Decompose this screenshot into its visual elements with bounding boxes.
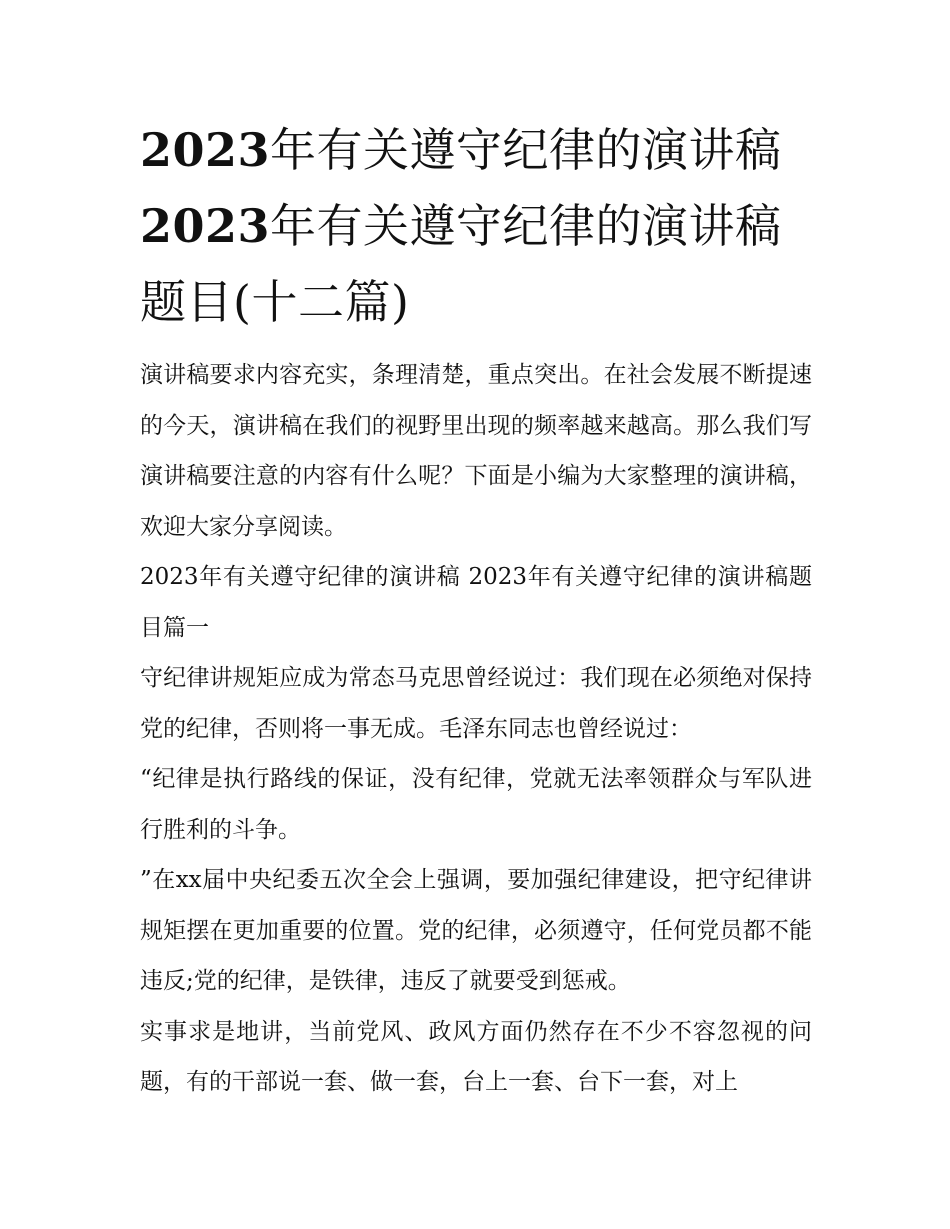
title-line3-text: 题目(十二篇) bbox=[140, 275, 410, 329]
title-line1-text: 年有关遵守纪律的演讲稿 bbox=[270, 123, 782, 177]
section-heading: 2023年有关遵守纪律的演讲稿 2023年有关遵守纪律的演讲稿题目篇一 bbox=[140, 564, 812, 641]
body-paragraph: 实事求是地讲，当前党风、政风方面仍然存在不少不容忽视的问题，有的干部说一套、做一套，台上一套、台下一套，对上 bbox=[140, 1018, 812, 1095]
title-line2-text: 年有关遵守纪律的演讲稿 bbox=[270, 199, 782, 253]
intro-paragraph: 演讲稿要求内容充实，条理清楚，重点突出。在社会发展不断提速的今天，演讲稿在我们的视野里出现的频率越来越高。那么我们写演讲稿要注意的内容有什么呢？下面是小编为大家整理的演讲稿，欢迎大家分享阅读。 bbox=[140, 362, 812, 540]
document-title bbox=[140, 112, 812, 340]
body-paragraph: ”在xx届中央纪委五次全会上强调，要加强纪律建设，把守纪律讲规矩摆在更加重要的位置。党的纪律，必须遵守，任何党员都不能违反;党的纪律，是铁律，违反了就要受到惩戒。 bbox=[140, 867, 812, 994]
title-line1-year: 2023 bbox=[140, 123, 271, 177]
title-line2-year: 2023 bbox=[140, 199, 271, 253]
body-paragraph: “纪律是执行路线的保证，没有纪律，党就无法率领群众与军队进行胜利的斗争。 bbox=[140, 766, 812, 843]
document-page bbox=[140, 112, 812, 1108]
body-paragraph: 守纪律讲规矩应成为常态马克思曾经说过：我们现在必须绝对保持党的纪律，否则将一事无成。毛泽东同志也曾经说过： bbox=[140, 665, 812, 742]
